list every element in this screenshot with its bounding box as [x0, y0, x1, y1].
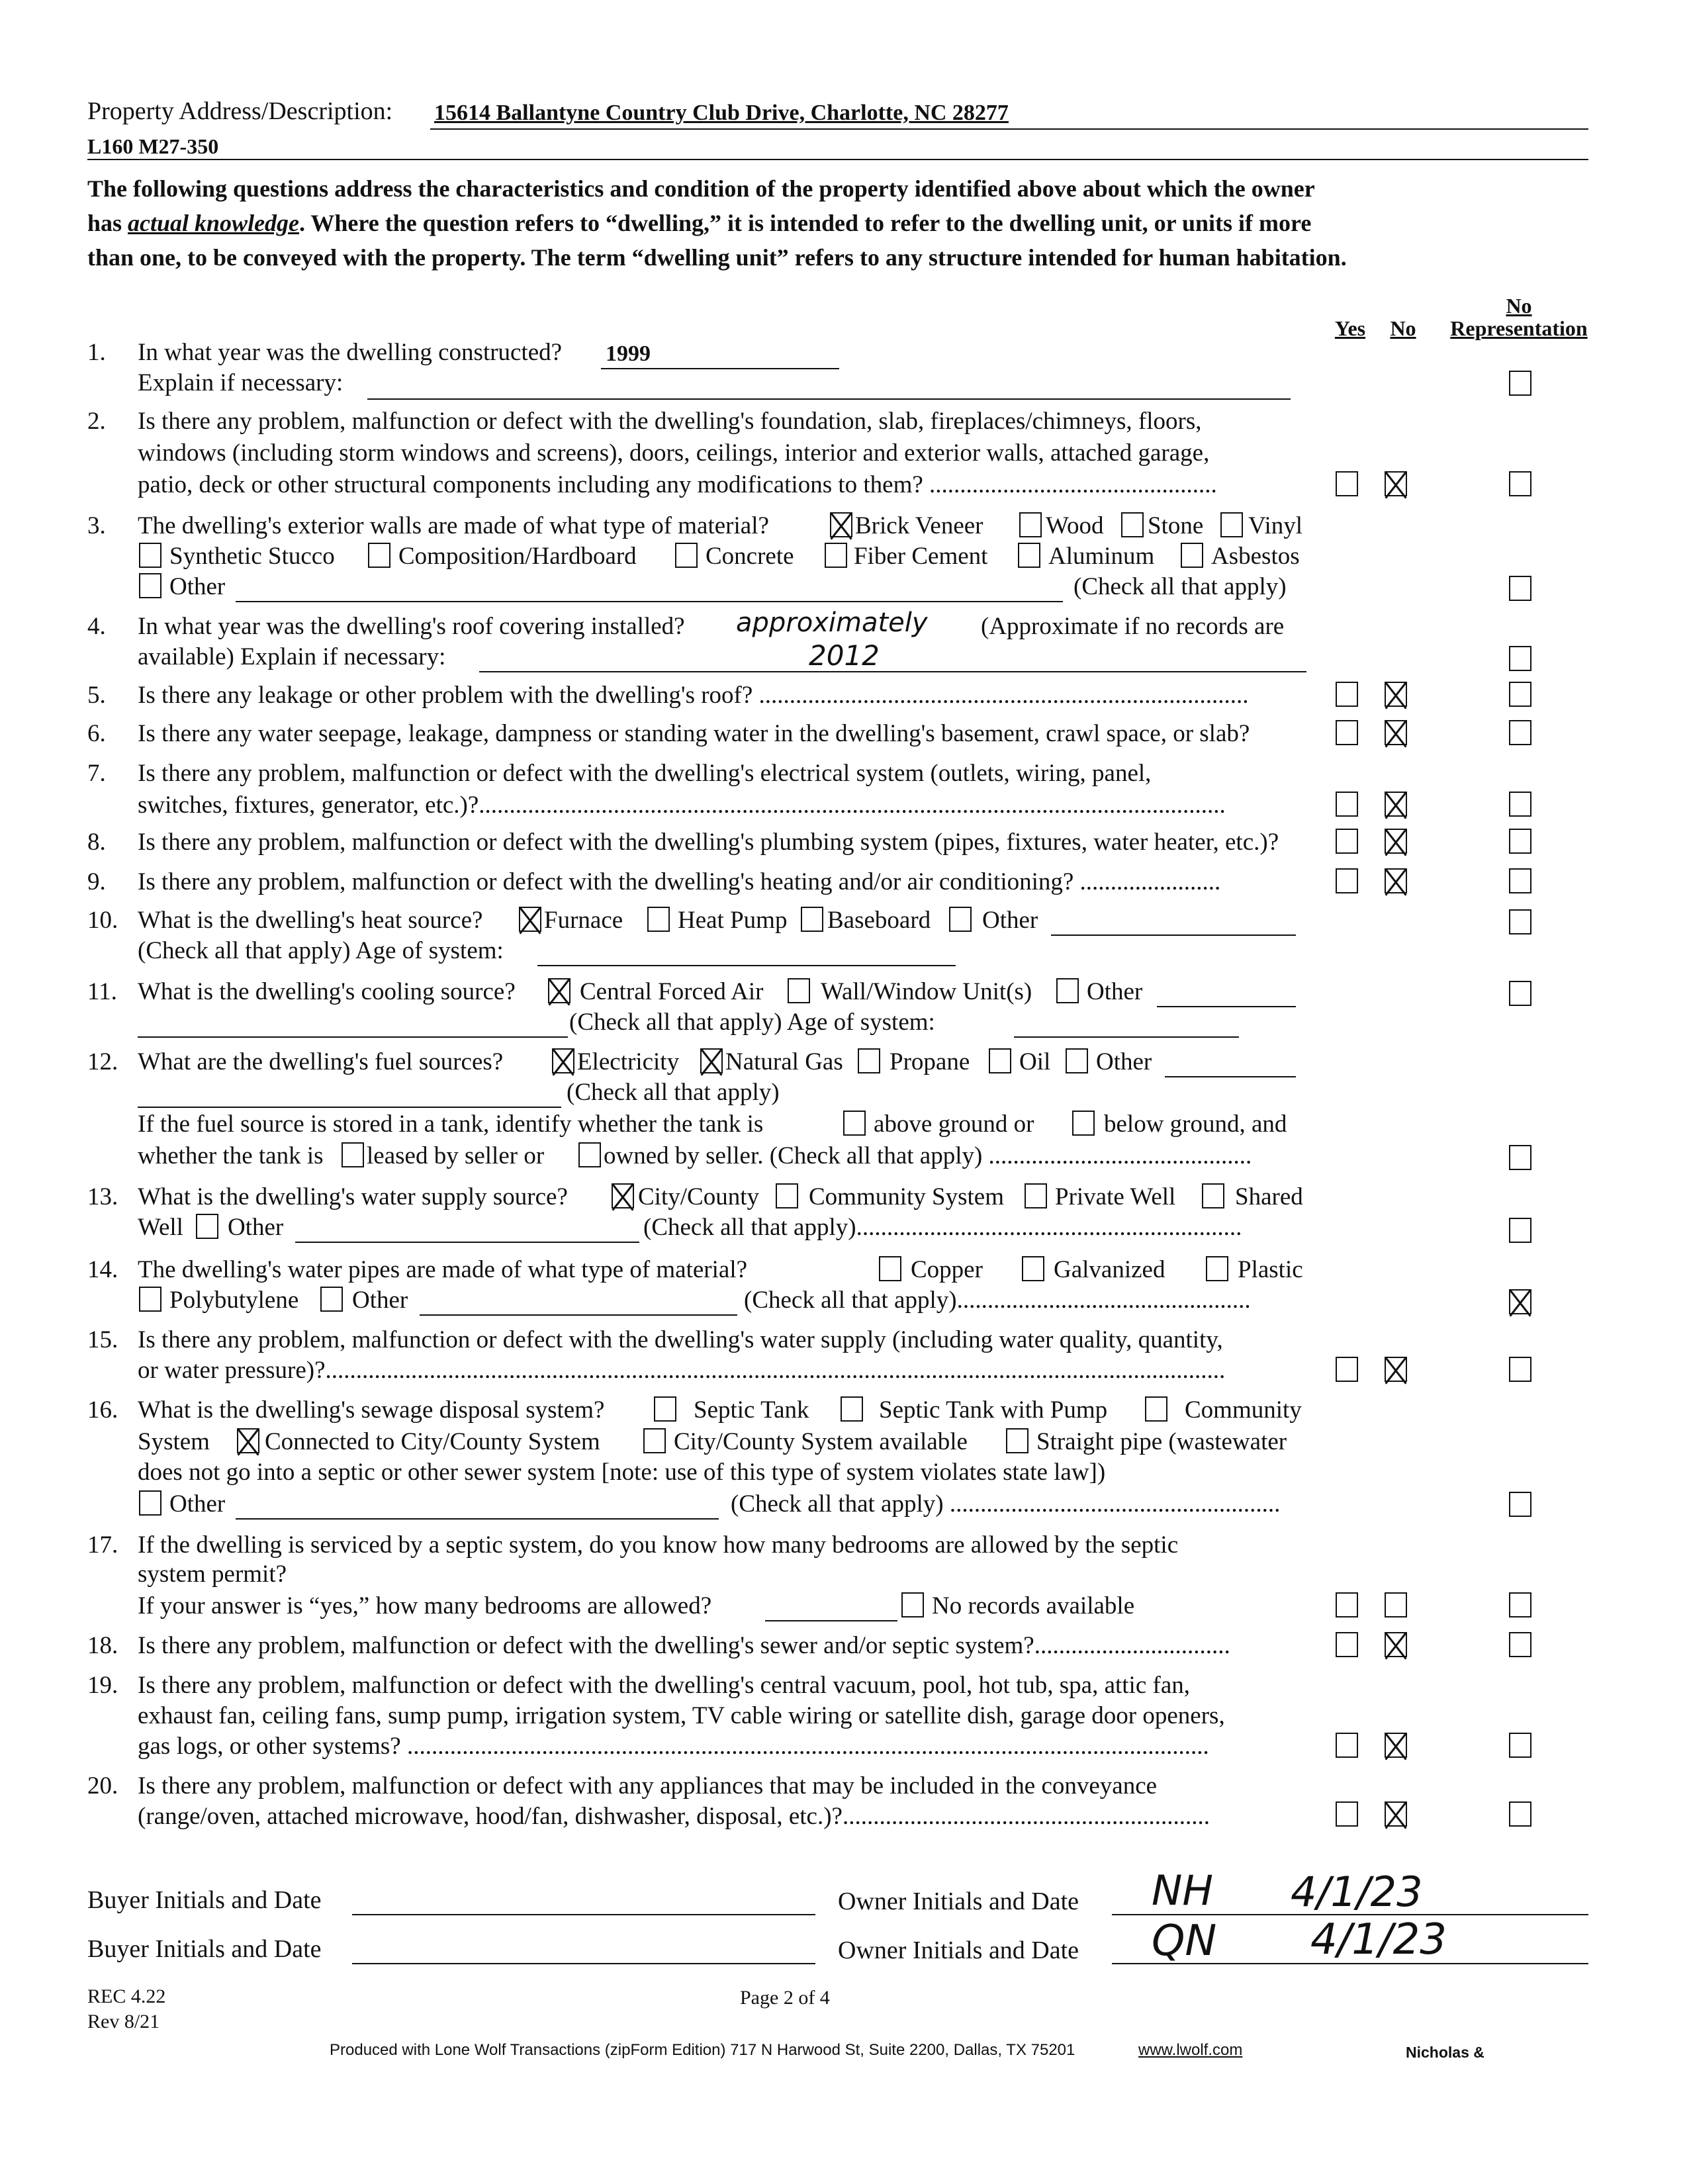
- form-revision: Rev 8/21: [87, 2011, 160, 2032]
- q10-heatpump-label: Heat Pump: [678, 907, 788, 934]
- col-no-rep-2: Representation: [1450, 316, 1588, 340]
- q3-other-line: [236, 601, 1063, 602]
- q13-other-line: [295, 1242, 639, 1243]
- q20-no-checkbox[interactable]: [1385, 1801, 1407, 1827]
- q4-handwritten-approx: approximately: [736, 608, 928, 638]
- q6-norep-checkbox[interactable]: [1509, 720, 1531, 745]
- q18-yes-checkbox[interactable]: [1336, 1632, 1358, 1657]
- q10-number: 10.: [87, 907, 118, 934]
- q1-year: 1999: [606, 341, 651, 366]
- q13-private-label: Private Well: [1055, 1183, 1176, 1210]
- q13-number: 13.: [87, 1183, 118, 1210]
- q6-yes-checkbox[interactable]: [1336, 720, 1358, 745]
- q12-oil-label: Oil: [1019, 1048, 1051, 1075]
- q7-norep-checkbox[interactable]: [1509, 792, 1531, 817]
- intro-line-1: The following questions address the characteristics and condition of the property identified above about which the owner: [87, 175, 1315, 202]
- q12-line-4a: whether the tank is: [138, 1142, 324, 1169]
- q11-other-line: [1157, 1006, 1296, 1007]
- q4-number: 4.: [87, 613, 106, 640]
- q5-number: 5.: [87, 682, 106, 709]
- q6-number: 6.: [87, 720, 106, 747]
- q3-fiber-label: Fiber Cement: [854, 543, 988, 570]
- q13-city-checkbox[interactable]: [612, 1183, 634, 1208]
- q3-fiber-checkbox[interactable]: [825, 543, 847, 568]
- buyer-initials-line-1[interactable]: [352, 1914, 815, 1915]
- q13-well-label: Well: [138, 1214, 183, 1241]
- q2-line-3: patio, deck or other structural components including any modifications to them? ...............................................: [138, 471, 1217, 498]
- q6-text: Is there any water seepage, leakage, dampness or standing water in the dwelling's basement, crawl space, or slab?: [138, 720, 1250, 747]
- q12-line-3b: above ground or: [874, 1111, 1034, 1138]
- owner-initials-label-2: Owner Initials and Date: [838, 1936, 1079, 1964]
- q11-number: 11.: [87, 978, 117, 1005]
- q10-line-2: (Check all that apply) Age of system:: [138, 937, 504, 964]
- q11-wall-label: Wall/Window Unit(s): [821, 978, 1032, 1005]
- q10-other-label: Other: [982, 907, 1038, 934]
- q16-community-checkbox[interactable]: [1145, 1396, 1167, 1422]
- q18-text: Is there any problem, malfunction or defect with the dwelling's sewer and/or septic system?................................: [138, 1632, 1230, 1659]
- buyer-initials-label-1: Buyer Initials and Date: [87, 1886, 322, 1914]
- q12-other-line-2: [138, 1107, 561, 1108]
- intro-line-2: [87, 208, 1311, 238]
- q12-owned-checkbox[interactable]: [578, 1142, 601, 1167]
- owner1-initials: NH: [1152, 1866, 1213, 1915]
- q16-septicpump-label: Septic Tank with Pump: [879, 1396, 1108, 1424]
- q19-line-2: exhaust fan, ceiling fans, sump pump, irrigation system, TV cable wiring or satellite dish, garage door openers,: [138, 1702, 1225, 1729]
- q12-above-ground-checkbox[interactable]: [843, 1111, 866, 1136]
- q10-other-line: [1051, 934, 1296, 936]
- q3-concrete-checkbox[interactable]: [675, 543, 698, 568]
- q4-line-2: available) Explain if necessary:: [138, 643, 446, 670]
- q15-norep-checkbox[interactable]: [1509, 1357, 1531, 1382]
- q7-yes-checkbox[interactable]: [1336, 792, 1358, 817]
- q16-number: 16.: [87, 1396, 118, 1424]
- q17-number: 17.: [87, 1531, 118, 1559]
- q14-poly-label: Polybutylene: [169, 1287, 299, 1314]
- q9-text: Is there any problem, malfunction or defect with the dwelling's heating and/or air conditioning? .......................: [138, 868, 1221, 895]
- q3-concrete-label: Concrete: [706, 543, 794, 570]
- q12-elec-label: Electricity: [577, 1048, 680, 1075]
- q16-available-checkbox[interactable]: [643, 1428, 666, 1453]
- property-address: 15614 Ballantyne Country Club Drive, Charlotte, NC 28277: [434, 101, 1009, 125]
- q14-check-all: (Check all that apply)................................................: [744, 1287, 1251, 1314]
- q13-private-checkbox[interactable]: [1025, 1183, 1047, 1208]
- q12-other-checkbox[interactable]: [1066, 1048, 1088, 1073]
- q10-norep-checkbox[interactable]: [1509, 909, 1531, 934]
- produced-with: Produced with Lone Wolf Transactions (zipForm Edition) 717 N Harwood St, Suite 2200, Dallas, TX 75201: [330, 2041, 1075, 2059]
- q1-year-line: [601, 368, 839, 369]
- q13-city-label: City/County: [638, 1183, 759, 1210]
- q16-straight-label: Straight pipe (wastewater: [1036, 1428, 1287, 1455]
- q8-yes-checkbox[interactable]: [1336, 829, 1358, 854]
- q8-norep-checkbox[interactable]: [1509, 829, 1531, 854]
- q3-stucco-checkbox[interactable]: [139, 543, 161, 568]
- q18-no-checkbox[interactable]: [1385, 1632, 1407, 1657]
- q14-plastic-checkbox[interactable]: [1206, 1256, 1228, 1281]
- q3-wood-label: Wood: [1046, 512, 1104, 539]
- q4-handwritten-year: 2012: [809, 639, 880, 672]
- q12-line-1: What are the dwelling's fuel sources?: [138, 1048, 504, 1075]
- q8-text: Is there any problem, malfunction or defect with the dwelling's plumbing system (pipes, fixtures, water heater, etc.)?: [138, 829, 1279, 856]
- col-no-rep-1: No: [1506, 294, 1532, 318]
- q15-yes-checkbox[interactable]: [1336, 1357, 1358, 1382]
- owner2-date: 4/1/23: [1310, 1915, 1447, 1964]
- q3-comp-checkbox[interactable]: [368, 543, 390, 568]
- lwolf-link[interactable]: www.lwolf.com: [1138, 2041, 1243, 2059]
- q16-connected-label: Connected to City/County System: [265, 1428, 600, 1455]
- q7-line-1: Is there any problem, malfunction or defect with the dwelling's electrical system (outlets, wiring, panel,: [138, 760, 1152, 787]
- owner2-initials: QN: [1152, 1917, 1217, 1966]
- q12-number: 12.: [87, 1048, 118, 1075]
- q16-septicpump-checkbox[interactable]: [841, 1396, 863, 1422]
- q13-other-label: Other: [228, 1214, 284, 1241]
- q15-no-checkbox[interactable]: [1385, 1357, 1407, 1382]
- intro-line-3: than one, to be conveyed with the property. The term “dwelling unit” refers to any structure intended for human habitation.: [87, 244, 1347, 271]
- q3-brick-checkbox[interactable]: [830, 512, 852, 537]
- q3-alum-checkbox[interactable]: [1018, 543, 1040, 568]
- q11-other-checkbox[interactable]: [1056, 978, 1079, 1003]
- q14-other-label: Other: [352, 1287, 408, 1314]
- q20-number: 20.: [87, 1772, 118, 1799]
- q14-norep-checkbox[interactable]: [1509, 1289, 1531, 1314]
- q2-line-1: Is there any problem, malfunction or defect with the dwelling's foundation, slab, fireplaces/chimneys, floors,: [138, 408, 1202, 435]
- q11-other-line-2: [138, 1036, 568, 1038]
- q13-norep-checkbox[interactable]: [1509, 1218, 1531, 1243]
- q1-explain-line: [367, 398, 1291, 400]
- q3-stone-label: Stone: [1148, 512, 1204, 539]
- q2-line-2: windows (including storm windows and screens), doors, ceilings, interior and exterior walls, attached garage,: [138, 439, 1210, 467]
- q11-line-1: What is the dwelling's cooling source?: [138, 978, 516, 1005]
- intro-rest: . Where the question refers to “dwelling,” it is intended to refer to the dwelling unit, or units if more: [299, 210, 1312, 236]
- q16-line-1: What is the dwelling's sewage disposal system?: [138, 1396, 605, 1424]
- q3-vinyl-label: Vinyl: [1248, 512, 1303, 539]
- q13-line-1: What is the dwelling's water supply source?: [138, 1183, 568, 1210]
- intro-actual-knowledge: actual knowledge: [128, 210, 300, 236]
- q6-no-checkbox[interactable]: [1385, 720, 1407, 745]
- q3-line-1: The dwelling's exterior walls are made of what type of material?: [138, 512, 769, 539]
- q13-shared-checkbox[interactable]: [1202, 1183, 1224, 1208]
- q9-number: 9.: [87, 868, 106, 895]
- q4-explain-line: [479, 671, 1306, 672]
- q3-asb-checkbox[interactable]: [1181, 543, 1203, 568]
- q1-norep-checkbox[interactable]: [1509, 371, 1531, 396]
- q17-line-3: If your answer is “yes,” how many bedrooms are allowed?: [138, 1592, 712, 1619]
- q17-line-2: system permit?: [138, 1561, 287, 1588]
- q12-line-3a: If the fuel source is stored in a tank, identify whether the tank is: [138, 1111, 764, 1138]
- q19-line-1: Is there any problem, malfunction or defect with the dwelling's central vacuum, pool, hot tub, spa, attic fan,: [138, 1672, 1191, 1699]
- q16-available-label: City/County System available: [674, 1428, 968, 1455]
- q14-other-line: [420, 1314, 737, 1316]
- buyer-initials-line-2[interactable]: [352, 1963, 815, 1964]
- q14-galv-label: Galvanized: [1054, 1256, 1165, 1283]
- page-number: Page 2 of 4: [740, 1987, 830, 2009]
- parcel-underline: [87, 159, 1588, 160]
- q13-check-all: (Check all that apply)...............................................................: [643, 1214, 1242, 1241]
- q2-yes-checkbox[interactable]: [1336, 471, 1358, 496]
- q12-norep-checkbox[interactable]: [1509, 1145, 1531, 1170]
- q10-baseboard-checkbox[interactable]: [801, 907, 823, 932]
- q14-line-1: The dwelling's water pipes are made of what type of material?: [138, 1256, 748, 1283]
- q11-other-label: Other: [1087, 978, 1143, 1005]
- q12-line-4b: leased by seller or: [367, 1142, 545, 1169]
- q17-norep-checkbox[interactable]: [1509, 1592, 1531, 1617]
- q4-norep-checkbox[interactable]: [1509, 646, 1531, 671]
- q20-norep-checkbox[interactable]: [1509, 1801, 1531, 1827]
- q3-wood-checkbox[interactable]: [1019, 512, 1042, 537]
- form-number: REC 4.22: [87, 1985, 166, 2007]
- q13-community-label: Community System: [809, 1183, 1005, 1210]
- q20-line-2: (range/oven, attached microwave, hood/fan, dishwasher, disposal, etc.)?............................................................: [138, 1803, 1210, 1830]
- q12-elec-checkbox[interactable]: [552, 1048, 574, 1073]
- q2-norep-checkbox[interactable]: [1509, 471, 1531, 496]
- q16-straight-checkbox[interactable]: [1006, 1428, 1028, 1453]
- q11-norep-checkbox[interactable]: [1509, 981, 1531, 1006]
- q5-norep-checkbox[interactable]: [1509, 682, 1531, 707]
- q19-norep-checkbox[interactable]: [1509, 1733, 1531, 1758]
- q16-norep-checkbox[interactable]: [1509, 1492, 1531, 1517]
- q16-system-label: System: [138, 1428, 210, 1455]
- q12-other-label: Other: [1096, 1048, 1152, 1075]
- q11-central-label: Central Forced Air: [580, 978, 764, 1005]
- q20-line-1: Is there any problem, malfunction or defect with any appliances that may be included in the conveyance: [138, 1772, 1158, 1799]
- q7-number: 7.: [87, 760, 106, 787]
- buyer-initials-label-2: Buyer Initials and Date: [87, 1935, 322, 1963]
- q12-gas-label: Natural Gas: [725, 1048, 843, 1075]
- q1-number: 1.: [87, 339, 106, 366]
- intro-has: has: [87, 210, 122, 236]
- q3-asb-label: Asbestos: [1211, 543, 1300, 570]
- q12-propane-label: Propane: [890, 1048, 970, 1075]
- footer-name: Nicholas &: [1406, 2044, 1484, 2061]
- q19-number: 19.: [87, 1672, 118, 1699]
- q19-no-checkbox[interactable]: [1385, 1733, 1407, 1758]
- q15-line-2: or water pressure)?...................................................................................................................................................: [138, 1357, 1226, 1384]
- q3-check-all: (Check all that apply): [1073, 573, 1287, 600]
- q16-septic-label: Septic Tank: [694, 1396, 809, 1424]
- q3-number: 3.: [87, 512, 106, 539]
- q2-no-checkbox[interactable]: [1385, 471, 1407, 496]
- q10-furnace-checkbox[interactable]: [519, 907, 541, 932]
- q14-plastic-label: Plastic: [1238, 1256, 1303, 1283]
- q9-norep-checkbox[interactable]: [1509, 868, 1531, 893]
- q12-line-2: (Check all that apply): [567, 1079, 780, 1106]
- q15-number: 15.: [87, 1326, 118, 1353]
- q1-text: In what year was the dwelling constructed?: [138, 339, 563, 366]
- property-label: Property Address/Description:: [87, 97, 393, 125]
- q12-line-4c: owned by seller. (Check all that apply) ...........................................: [604, 1142, 1252, 1169]
- q10-furnace-label: Furnace: [544, 907, 623, 934]
- q13-shared-label: Shared: [1235, 1183, 1303, 1210]
- q12-other-line: [1165, 1076, 1296, 1077]
- q19-line-3: gas logs, or other systems? ...................................................................................................................................: [138, 1733, 1209, 1760]
- q17-line-1: If the dwelling is serviced by a septic system, do you know how many bedrooms are allowed by the septic: [138, 1531, 1179, 1559]
- q16-septic-checkbox[interactable]: [654, 1396, 676, 1422]
- q12-gas-checkbox[interactable]: [700, 1048, 723, 1073]
- q3-other-label: Other: [169, 573, 226, 600]
- q16-other-line: [236, 1518, 719, 1520]
- q13-other-checkbox[interactable]: [196, 1214, 218, 1239]
- q16-check-all: (Check all that apply) ......................................................: [731, 1490, 1281, 1518]
- q16-connected-checkbox[interactable]: [237, 1428, 259, 1453]
- q16-other-label: Other: [169, 1490, 226, 1518]
- q5-yes-checkbox[interactable]: [1336, 682, 1358, 707]
- q20-yes-checkbox[interactable]: [1336, 1801, 1358, 1827]
- q18-number: 18.: [87, 1632, 118, 1659]
- q5-no-checkbox[interactable]: [1385, 682, 1407, 707]
- q14-poly-checkbox[interactable]: [139, 1287, 161, 1312]
- q7-no-checkbox[interactable]: [1385, 792, 1407, 817]
- q14-galv-checkbox[interactable]: [1022, 1256, 1044, 1281]
- q16-community-label: Community: [1185, 1396, 1302, 1424]
- q10-other-checkbox[interactable]: [949, 907, 972, 932]
- q9-no-checkbox[interactable]: [1385, 868, 1407, 893]
- q12-below-ground-checkbox[interactable]: [1072, 1111, 1095, 1136]
- q10-heatpump-checkbox[interactable]: [647, 907, 670, 932]
- q17-norecords-checkbox[interactable]: [901, 1592, 924, 1617]
- q19-yes-checkbox[interactable]: [1336, 1733, 1358, 1758]
- q10-line-1: What is the dwelling's heat source?: [138, 907, 483, 934]
- q8-number: 8.: [87, 829, 106, 856]
- q17-no-checkbox[interactable]: [1385, 1592, 1407, 1617]
- q5-text: Is there any leakage or other problem with the dwelling's roof? ................................................................................: [138, 682, 1249, 709]
- q3-vinyl-checkbox[interactable]: [1220, 512, 1243, 537]
- q11-central-checkbox[interactable]: [548, 978, 571, 1003]
- q3-stucco-label: Synthetic Stucco: [169, 543, 335, 570]
- q14-copper-label: Copper: [911, 1256, 983, 1283]
- q16-other-checkbox[interactable]: [139, 1490, 161, 1516]
- q14-other-checkbox[interactable]: [320, 1287, 343, 1312]
- q12-propane-checkbox[interactable]: [858, 1048, 880, 1073]
- q3-comp-label: Composition/Hardboard: [398, 543, 637, 570]
- q3-other-checkbox[interactable]: [139, 573, 161, 598]
- q18-norep-checkbox[interactable]: [1509, 1632, 1531, 1657]
- q9-yes-checkbox[interactable]: [1336, 868, 1358, 893]
- q3-stone-checkbox[interactable]: [1121, 512, 1144, 537]
- q16-line-3: does not go into a septic or other sewer system [note: use of this type of system violates state law]): [138, 1459, 1106, 1486]
- q13-community-checkbox[interactable]: [776, 1183, 798, 1208]
- q3-brick-label: Brick Veneer: [855, 512, 983, 539]
- q14-copper-checkbox[interactable]: [879, 1256, 901, 1281]
- q17-norecords-label: No records available: [932, 1592, 1135, 1619]
- q12-leased-checkbox[interactable]: [342, 1142, 364, 1167]
- q12-line-3c: below ground, and: [1104, 1111, 1287, 1138]
- q12-oil-checkbox[interactable]: [989, 1048, 1011, 1073]
- q8-no-checkbox[interactable]: [1385, 829, 1407, 854]
- col-yes: Yes: [1334, 316, 1366, 340]
- q17-bedrooms-line: [765, 1620, 897, 1621]
- address-underline: [430, 128, 1588, 130]
- q11-wall-checkbox[interactable]: [788, 978, 810, 1003]
- q7-line-2: switches, fixtures, generator, etc.)?..........................................................................................................................: [138, 792, 1226, 819]
- q4-line-1: In what year was the dwelling's roof covering installed?: [138, 613, 685, 640]
- q11-age-line: [1014, 1036, 1239, 1038]
- q10-age-line: [537, 965, 956, 966]
- col-no: No: [1390, 316, 1416, 340]
- q10-baseboard-label: Baseboard: [827, 907, 931, 934]
- q3-norep-checkbox[interactable]: [1509, 576, 1531, 601]
- q17-yes-checkbox[interactable]: [1336, 1592, 1358, 1617]
- owner-initials-label-1: Owner Initials and Date: [838, 1888, 1079, 1915]
- q3-alum-label: Aluminum: [1048, 543, 1155, 570]
- owner1-date: 4/1/23: [1291, 1868, 1423, 1916]
- q1-explain: Explain if necessary:: [138, 369, 343, 396]
- parcel-id: L160 M27-350: [87, 134, 219, 158]
- q14-number: 14.: [87, 1256, 118, 1283]
- q2-number: 2.: [87, 408, 106, 435]
- q11-line-2: (Check all that apply) Age of system:: [569, 1009, 935, 1036]
- q4-line-1b: (Approximate if no records are: [981, 613, 1285, 640]
- q15-line-1: Is there any problem, malfunction or defect with the dwelling's water supply (including water quality, quantity,: [138, 1326, 1223, 1353]
